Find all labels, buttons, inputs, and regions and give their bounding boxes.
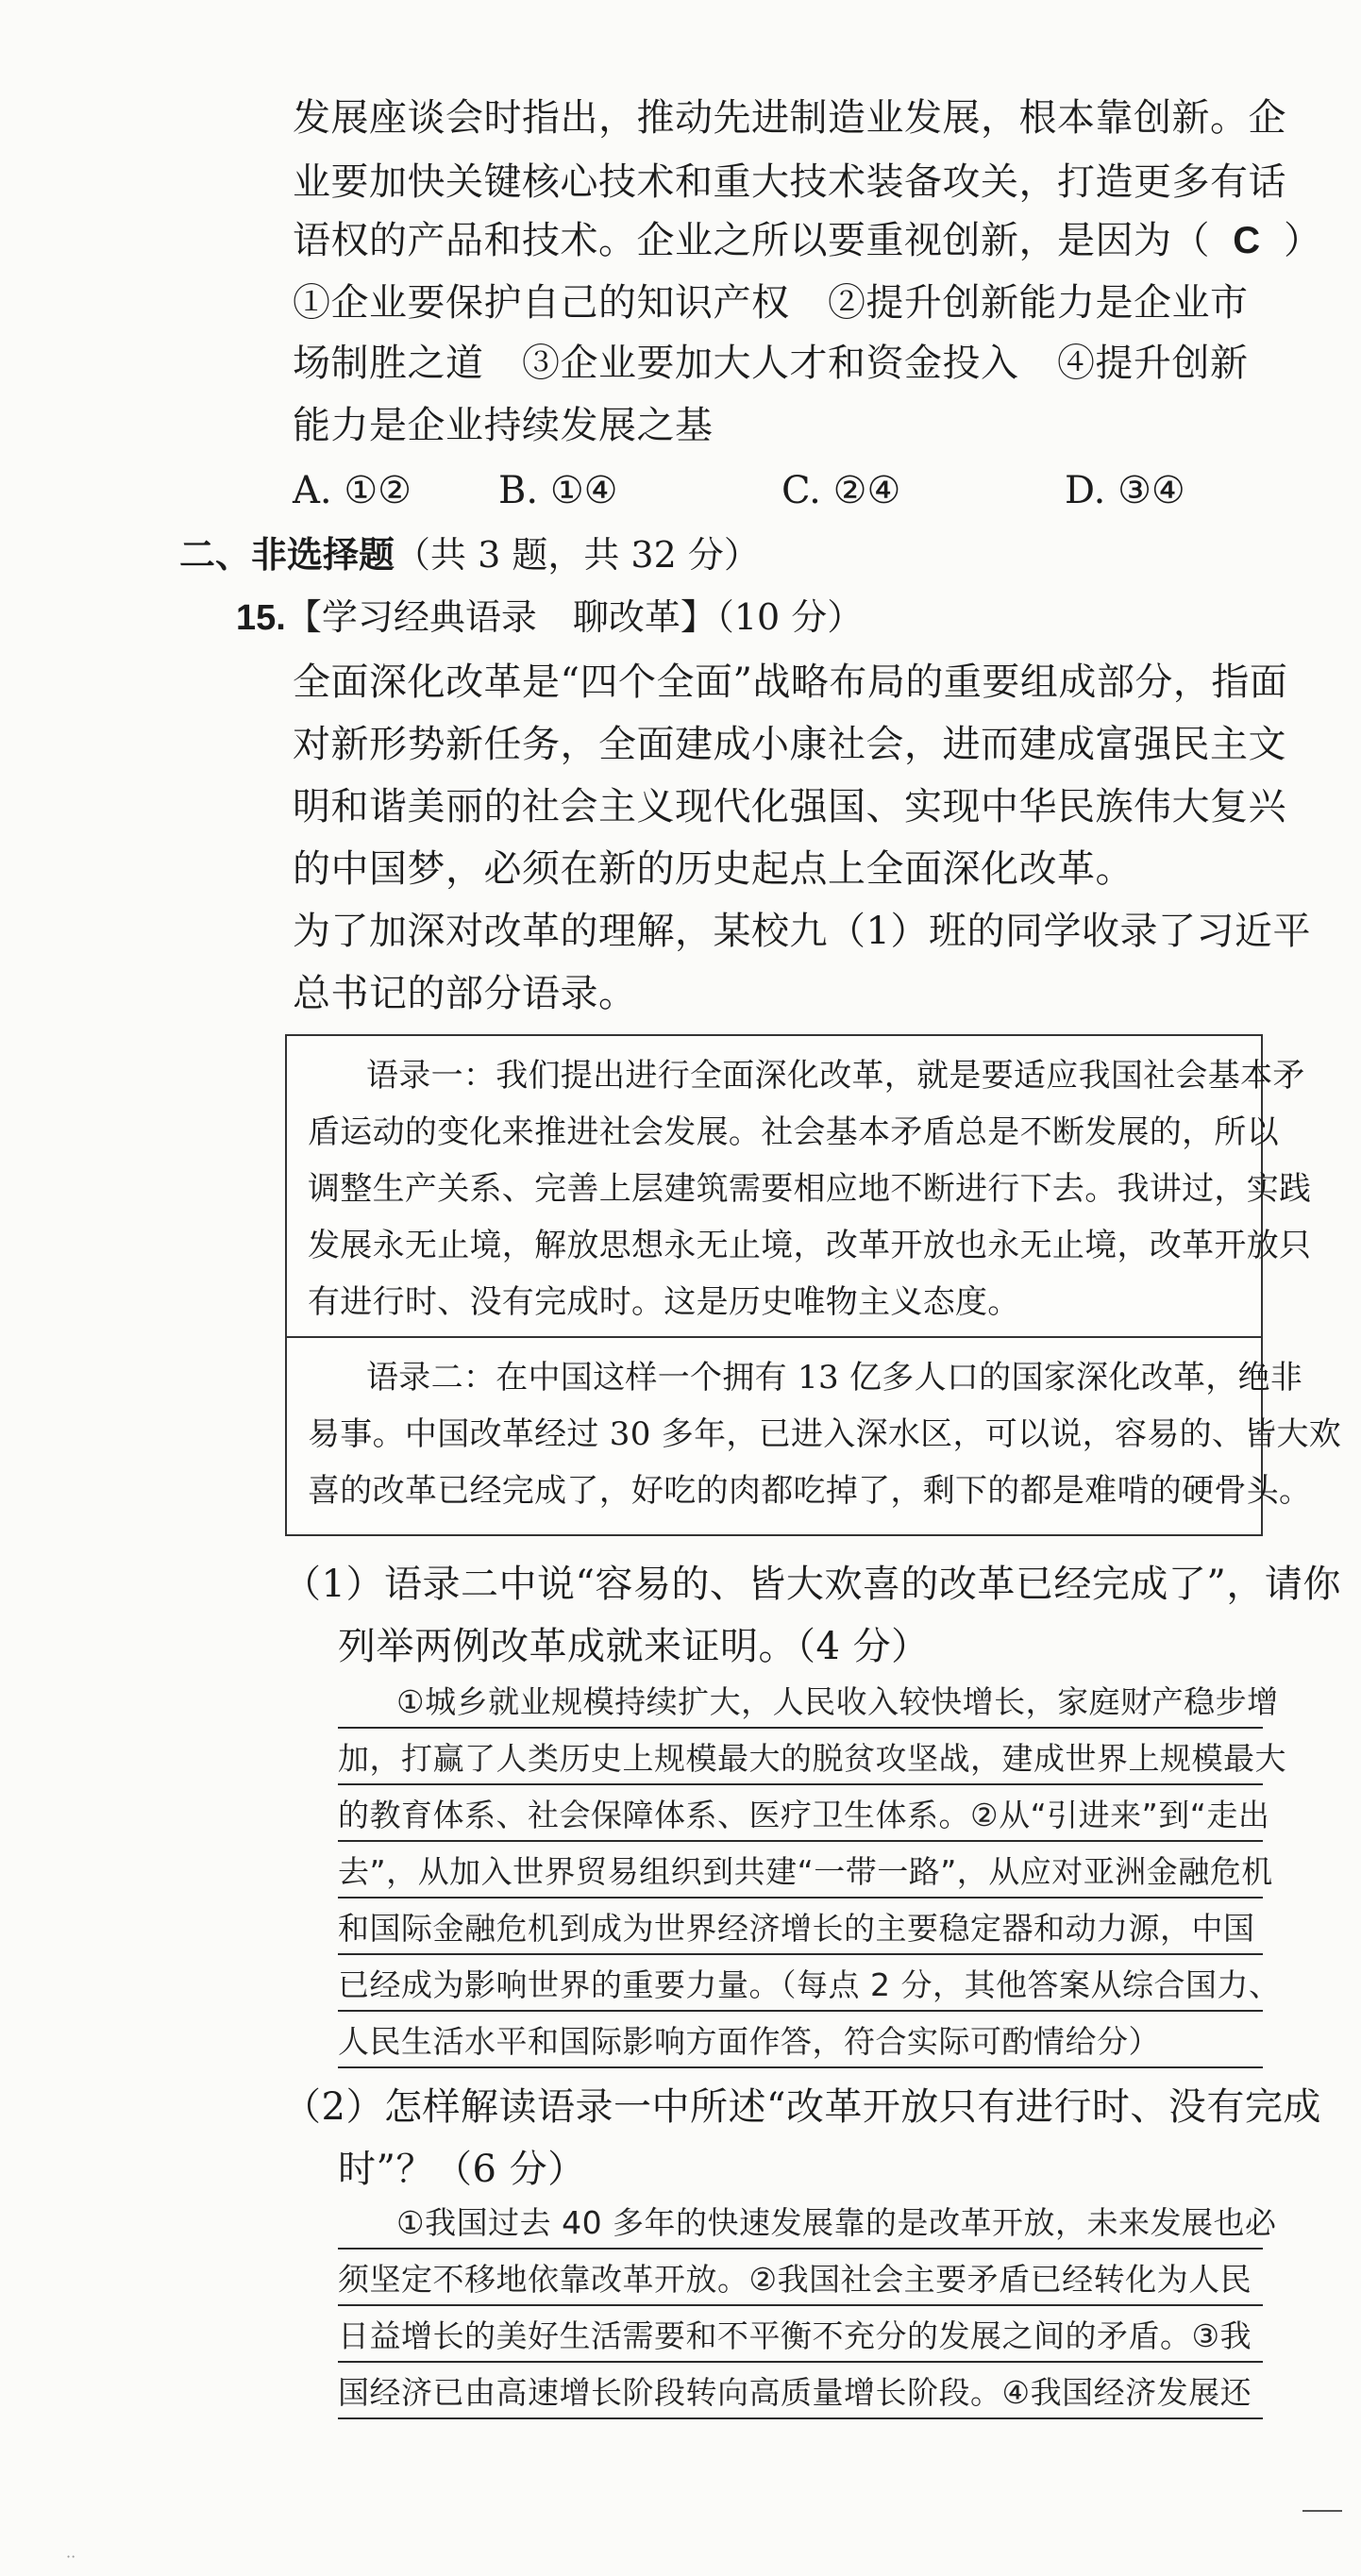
answer-underline <box>338 2304 1263 2306</box>
intro-line: 对新形势新任务，全面建成小康社会，进而建成富强民主文 <box>293 723 1286 766</box>
quote-two-line: 易事。中国改革经过 30 多年，已进入深水区，可以说，容易的、皆大欢 <box>308 1415 1342 1453</box>
q14-line: 业要加快关键核心技术和重大技术装备攻关，打造更多有话 <box>293 160 1286 204</box>
quote-one-line: 调整生产关系、完善上层建筑需要相应地不断进行下去。我讲过，实践 <box>308 1170 1312 1208</box>
answer-line: 日益增长的美好生活需要和不平衡不充分的发展之间的矛盾。③我 <box>338 2317 1252 2354</box>
sub2-line: （2）怎样解读语录一中所述“改革开放只有进行时、没有完成 <box>283 2085 1321 2129</box>
answer-underline <box>338 1840 1263 1842</box>
answer-underline <box>338 1897 1263 1899</box>
q14-line: 场制胜之道 ③企业要加大人才和资金投入 ④提升创新 <box>293 342 1249 385</box>
answer-line: 已经成为影响世界的重要力量。（每点 2 分，其他答案从综合国力、 <box>338 1966 1281 2003</box>
section-heading <box>179 527 760 584</box>
quote-one <box>287 1036 1312 1338</box>
answer-line: ①我国过去 40 多年的快速发展靠的是改革开放，未来发展也必 <box>396 2204 1277 2241</box>
margin-rule <box>1302 2510 1342 2512</box>
q15-number: 15. <box>236 598 286 638</box>
answer-line: 的教育体系、社会保障体系、医疗卫生体系。②从“引进来”到“走出 <box>338 1797 1270 1833</box>
q15-heading <box>236 589 863 646</box>
sub1-line: （1）语录二中说“容易的、皆大欢喜的改革已经完成了”，请你 <box>283 1563 1341 1606</box>
section-note: （共 3 题，共 32 分） <box>395 534 760 576</box>
quote-two-line: 语录二：在中国这样一个拥有 13 亿多人口的国家深化改革，绝非 <box>366 1359 1303 1397</box>
quote-one-line: 有进行时、没有完成时。这是历史唯物主义态度。 <box>308 1283 1020 1321</box>
answer-underline <box>338 1783 1263 1785</box>
option-a: A. ①② <box>293 469 412 512</box>
quote-one-line: 发展永无止境，解放思想永无止境，改革开放也永无止境，改革开放只 <box>308 1227 1312 1264</box>
answer-underline <box>338 2010 1263 2012</box>
answer-line: 国经济已由高速增长阶段转向高质量增长阶段。④我国经济发展还 <box>338 2374 1252 2411</box>
q15-score: （10 分） <box>715 596 864 638</box>
answer-underline <box>338 1953 1263 1955</box>
answer-line: 去”，从加入世界贸易组织到共建“一带一路”，从应对亚洲金融危机 <box>338 1853 1273 1890</box>
quote-two-line: 喜的改革已经完成了，好吃的肉都吃掉了，剩下的都是难啃的硬骨头。 <box>308 1472 1312 1510</box>
answer-underline <box>338 2248 1263 2250</box>
q14-close-paren: ） <box>1284 219 1322 262</box>
option-b: B. ①④ <box>498 469 618 512</box>
option-d: D. ③④ <box>1065 469 1185 512</box>
answer-underline <box>338 2417 1263 2419</box>
q14-line: 能力是企业持续发展之基 <box>293 404 714 447</box>
intro-line: 总书记的部分语录。 <box>293 972 637 1015</box>
intro-line: 的中国梦，必须在新的历史起点上全面深化改革。 <box>293 847 1134 891</box>
answer-underline <box>338 1727 1263 1729</box>
section-title: 二、非选择题 <box>179 536 395 576</box>
footer-mark: ·· <box>66 2548 76 2566</box>
quote-one-line: 盾运动的变化来推进社会发展。社会基本矛盾总是不断发展的，所以 <box>308 1113 1279 1151</box>
quote-two <box>287 1338 1342 1536</box>
sub2-line: 时”？（6 分） <box>338 2148 586 2191</box>
q14-answer: C <box>1233 220 1261 261</box>
quote-box <box>285 1034 1342 1536</box>
answer-underline <box>338 2361 1263 2363</box>
q14-line: ①企业要保护自己的知识产权 ②提升创新能力是企业市 <box>293 281 1249 325</box>
intro-line: 明和谐美丽的社会主义现代化强国、实现中华民族伟大复兴 <box>293 785 1286 828</box>
answer-line: 和国际金融危机到成为世界经济增长的主要稳定器和动力源，中国 <box>338 1910 1255 1947</box>
option-c: C. ②④ <box>781 469 901 512</box>
answer-line: 加，打赢了人类历史上规模最大的脱贫攻坚战，建成世界上规模最大 <box>338 1740 1286 1777</box>
intro-line: 全面深化改革是“四个全面”战略布局的重要组成部分，指面 <box>293 661 1288 704</box>
sub1-line: 列举两例改革成就来证明。（4 分） <box>338 1625 930 1668</box>
q14-line <box>293 209 1322 272</box>
q14-line: 发展座谈会时指出，推动先进制造业发展，根本靠创新。企 <box>293 96 1286 140</box>
answer-line: 人民生活水平和国际影响方面作答，符合实际可酌情给分） <box>338 2023 1160 2060</box>
answer-underline <box>338 2066 1263 2068</box>
quote-one-line: 语录一：我们提出进行全面深化改革，就是要适应我国社会基本矛 <box>366 1057 1305 1095</box>
q15-title: 【学习经典语录 聊改革】 <box>285 596 716 638</box>
q14-line-text: 语权的产品和技术。企业之所以要重视创新，是因为（ <box>293 219 1210 262</box>
answer-line: ①城乡就业规模持续扩大，人民收入较快增长，家庭财产稳步增 <box>396 1683 1279 1720</box>
answer-line: 须坚定不移地依靠改革开放。②我国社会主要矛盾已经转化为人民 <box>338 2261 1252 2298</box>
intro-line: 为了加深对改革的理解，某校九（1）班的同学收录了习近平 <box>293 910 1311 953</box>
